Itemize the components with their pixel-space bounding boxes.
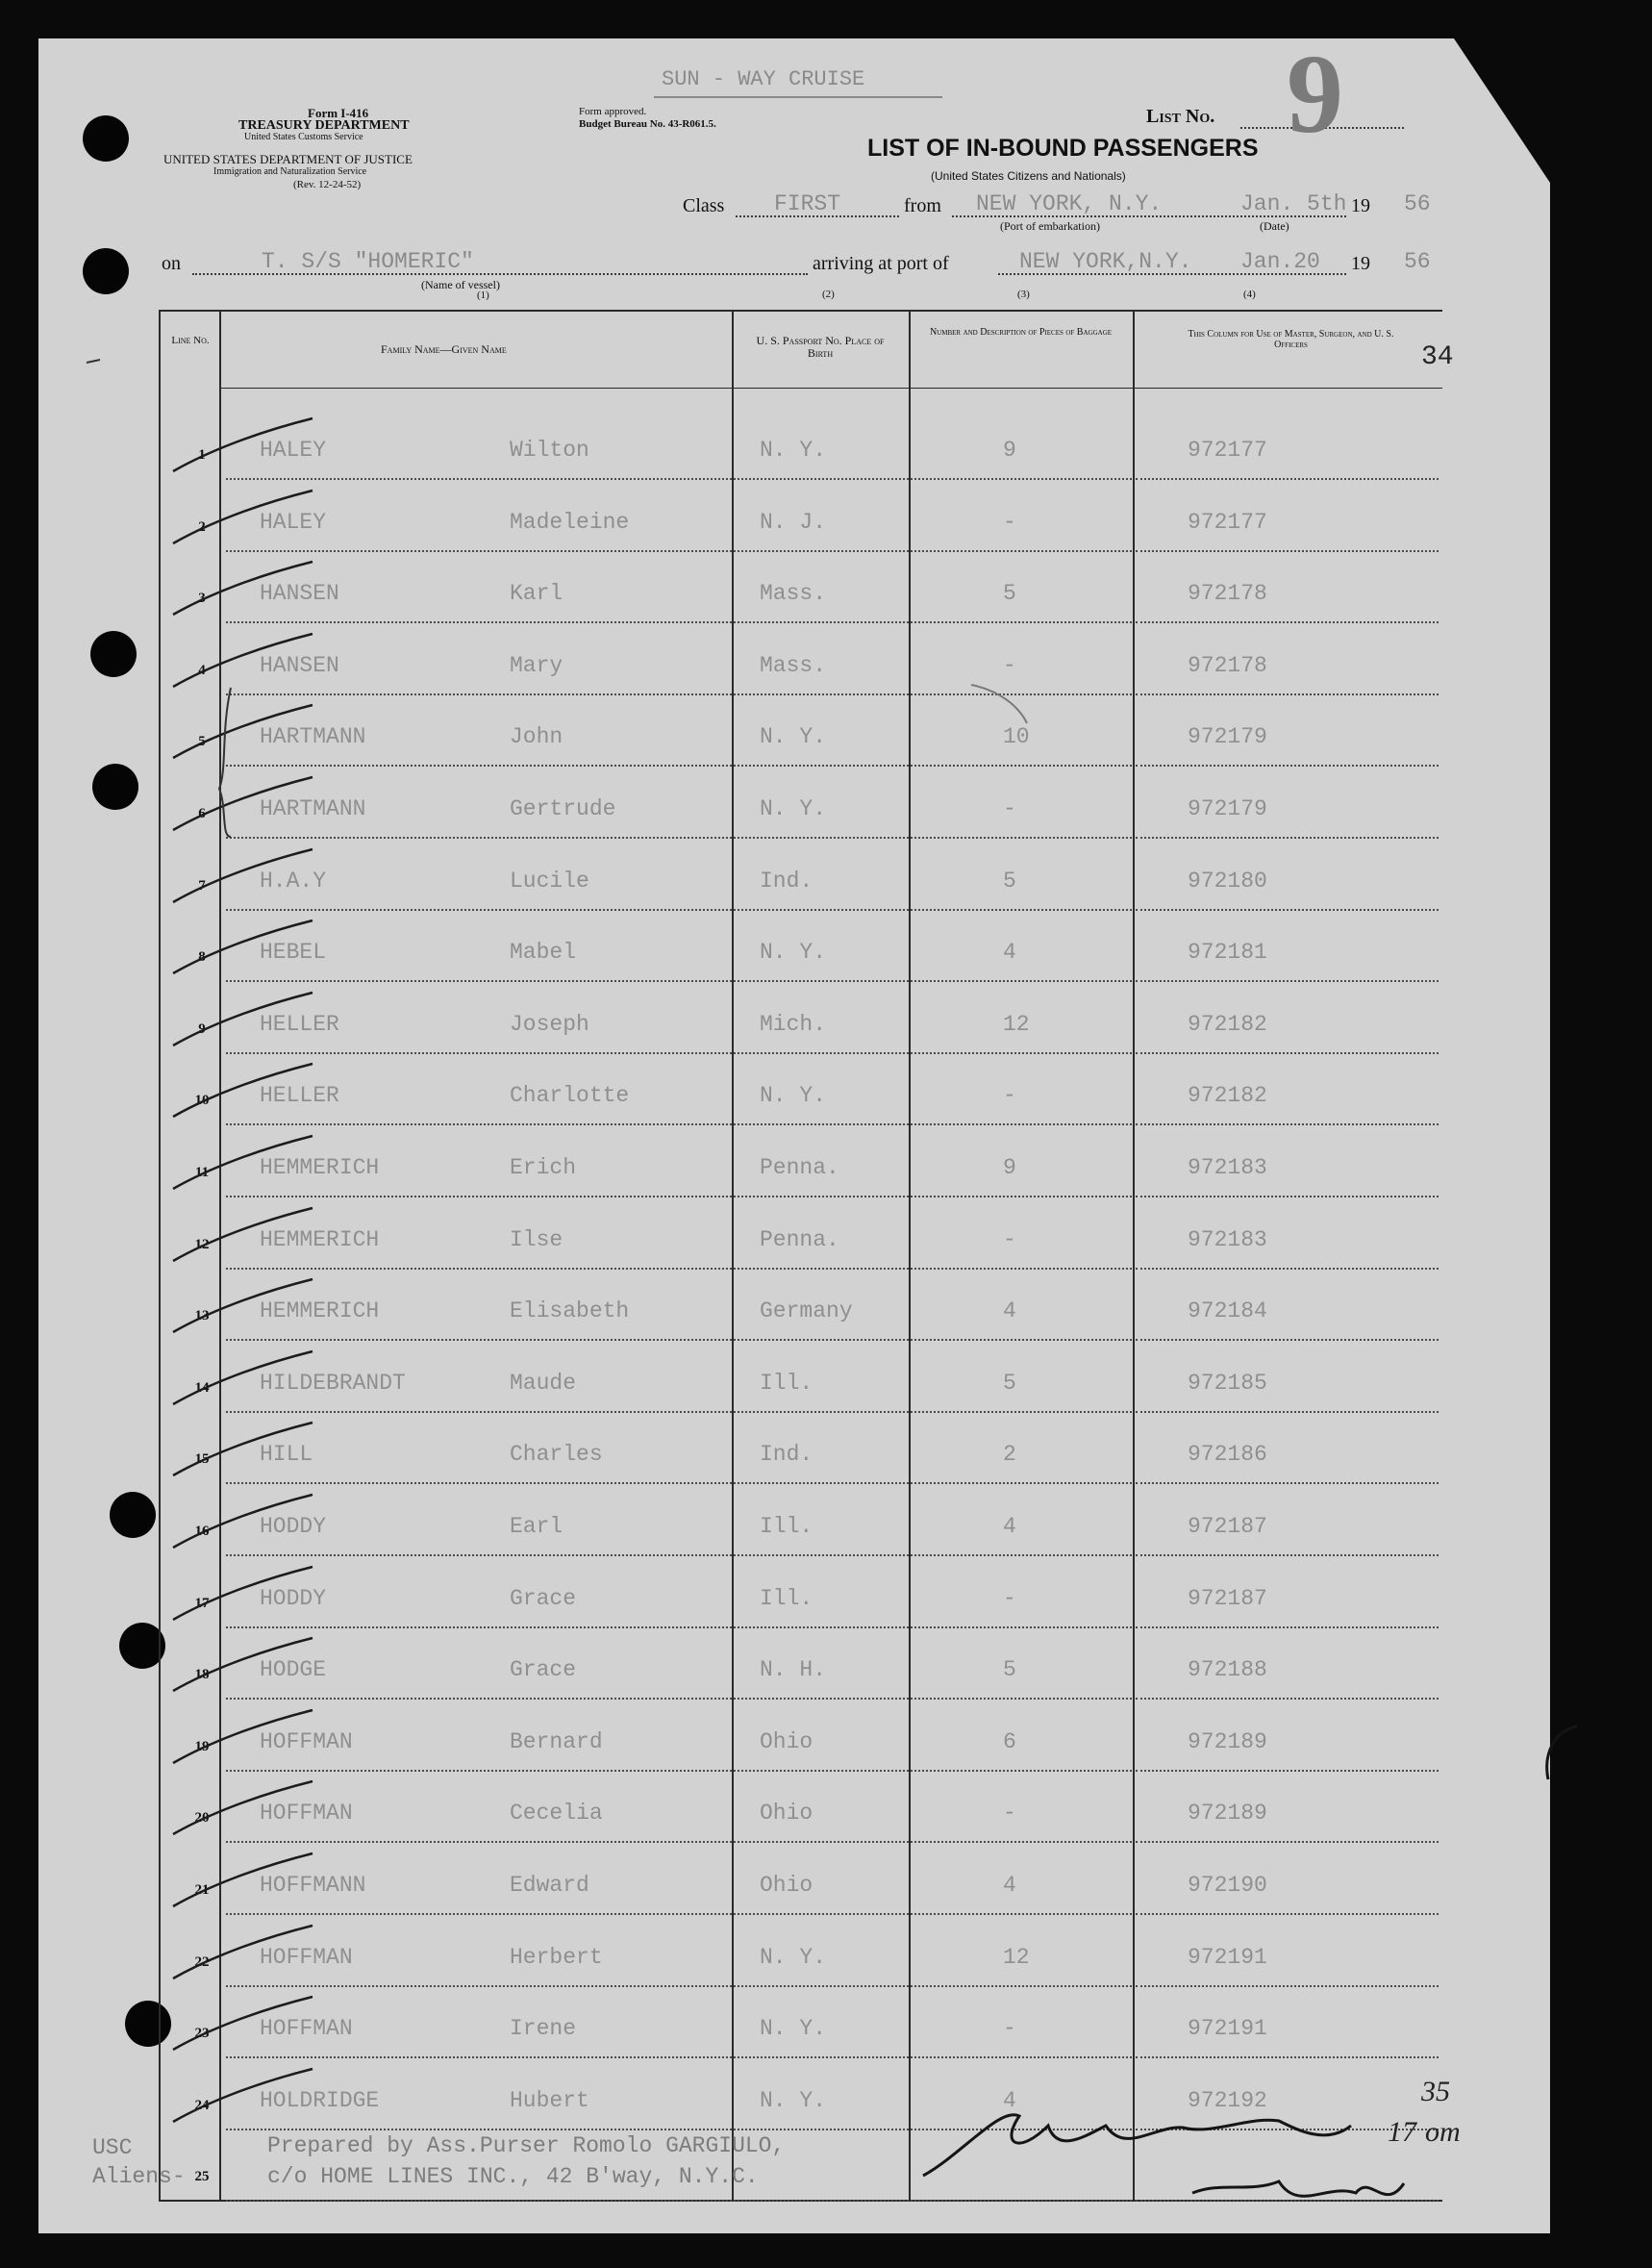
line-number: 25 bbox=[194, 2169, 210, 2185]
budget-bureau: Budget Bureau No. 43-R061.5. bbox=[579, 118, 716, 130]
officer-number: 972187 bbox=[1188, 1585, 1267, 1611]
line-number: 5 bbox=[198, 734, 206, 750]
given-name: Ilse bbox=[510, 1226, 563, 1252]
vessel-name: T. S/S "HOMERIC" bbox=[262, 249, 474, 274]
officer-number: 972191 bbox=[1188, 2016, 1267, 2042]
line-number: 6 bbox=[198, 806, 206, 821]
line-number: 17 bbox=[194, 1595, 210, 1611]
baggage-count: 4 bbox=[1003, 1298, 1016, 1324]
family-name: HEMMERICH bbox=[260, 1226, 380, 1252]
arrival-year-prefix: 19 bbox=[1351, 253, 1370, 274]
table-row bbox=[159, 481, 1442, 552]
port-of-embarkation: NEW YORK, N.Y. bbox=[976, 191, 1163, 216]
place-of-birth: Ill. bbox=[760, 1585, 813, 1611]
place-of-birth: N. Y. bbox=[760, 438, 827, 463]
family-name: HEBEL bbox=[260, 940, 327, 966]
form-approved: Form approved. bbox=[579, 106, 647, 117]
margin-note-35: 35 bbox=[1421, 2076, 1450, 2107]
place-of-birth: N. H. bbox=[760, 1657, 827, 1683]
table-row bbox=[159, 840, 1442, 911]
department-of-justice: UNITED STATES DEPARTMENT OF JUSTICE bbox=[163, 152, 413, 166]
table-row bbox=[159, 1270, 1442, 1341]
given-name: Cecelia bbox=[510, 1801, 603, 1827]
line-number: 13 bbox=[194, 1308, 210, 1324]
officer-number: 972191 bbox=[1188, 1944, 1267, 1970]
year-prefix: 19 bbox=[1351, 195, 1370, 216]
baggage-count: 5 bbox=[1003, 1657, 1016, 1683]
given-name: Maude bbox=[510, 1370, 577, 1396]
baggage-count: 5 bbox=[1003, 1370, 1016, 1396]
page-title: LIST OF IN-BOUND PASSENGERS bbox=[867, 135, 1259, 162]
place-of-birth: N. J. bbox=[760, 509, 827, 535]
line-number: 24 bbox=[194, 2097, 210, 2113]
place-of-birth: Ohio bbox=[760, 1801, 813, 1827]
table-row bbox=[159, 1987, 1442, 2058]
family-name: HELLER bbox=[260, 1011, 339, 1037]
given-name: Mary bbox=[510, 652, 563, 678]
arriving-label: arriving at port of bbox=[813, 253, 949, 274]
check-mark bbox=[168, 772, 341, 840]
col-header-officers: This Column for Use of Master, Surgeon, and U. S. Officers bbox=[1188, 329, 1394, 350]
given-name: Edward bbox=[510, 1873, 589, 1898]
given-name: Irene bbox=[510, 2016, 577, 2042]
family-name: HOFFMAN bbox=[260, 1944, 353, 1970]
caption-col-1: (1) bbox=[477, 290, 489, 301]
place-of-birth: N. Y. bbox=[760, 940, 827, 966]
page-subtitle: (United States Citizens and Nationals) bbox=[931, 169, 1126, 183]
check-mark bbox=[168, 1274, 341, 1342]
baggage-count: 9 bbox=[1003, 1155, 1016, 1180]
class-label: Class bbox=[683, 195, 725, 216]
header-row-divider bbox=[219, 388, 1442, 389]
baggage-count: 4 bbox=[1003, 1514, 1016, 1539]
check-mark bbox=[168, 629, 341, 696]
binder-hole bbox=[92, 764, 138, 810]
check-mark bbox=[168, 1633, 341, 1701]
family-name: HELLER bbox=[260, 1083, 339, 1109]
prepared-by-line1: Prepared by Ass.Purser Romolo GARGIULO, bbox=[267, 2133, 786, 2158]
place-of-birth: Mass. bbox=[760, 581, 827, 607]
place-of-birth: Ind. bbox=[760, 1442, 813, 1468]
officer-number: 972182 bbox=[1188, 1011, 1267, 1037]
family-name: HOLDRIDGE bbox=[260, 2087, 380, 2113]
family-name: HILDEBRANDT bbox=[260, 1370, 406, 1396]
family-name: HOFFMANN bbox=[260, 1873, 366, 1898]
table-row bbox=[159, 983, 1442, 1054]
baggage-count: - bbox=[1003, 1083, 1016, 1109]
check-mark bbox=[168, 988, 341, 1055]
family-name: HODGE bbox=[260, 1657, 327, 1683]
officer-number: 972190 bbox=[1188, 1873, 1267, 1898]
check-mark bbox=[168, 486, 341, 553]
line-number: 16 bbox=[194, 1524, 210, 1539]
place-of-birth: N. Y. bbox=[760, 1944, 827, 1970]
family-name: HALEY bbox=[260, 438, 327, 463]
check-mark bbox=[168, 700, 341, 768]
baggage-count: 2 bbox=[1003, 1442, 1016, 1468]
customs-service: United States Customs Service bbox=[244, 132, 363, 142]
officer-number: 972185 bbox=[1188, 1370, 1267, 1396]
on-label: on bbox=[162, 253, 181, 274]
table-row bbox=[159, 1701, 1442, 1772]
family-name: HARTMANN bbox=[260, 724, 366, 750]
line-number: 10 bbox=[194, 1093, 210, 1109]
baggage-count: - bbox=[1003, 1226, 1016, 1252]
check-mark bbox=[168, 557, 341, 624]
given-name: Erich bbox=[510, 1155, 577, 1180]
table-row bbox=[159, 1772, 1442, 1843]
line-number: 4 bbox=[198, 662, 206, 678]
given-name: Joseph bbox=[510, 1011, 589, 1037]
binder-hole bbox=[90, 631, 137, 677]
line-number: 22 bbox=[194, 1953, 210, 1970]
binder-hole bbox=[83, 248, 129, 294]
family-name: HOFFMAN bbox=[260, 1728, 353, 1754]
table-row bbox=[159, 1126, 1442, 1197]
margin-bracket bbox=[1547, 1726, 1577, 1779]
given-name: Elisabeth bbox=[510, 1298, 630, 1324]
row-dotted-rule bbox=[1136, 2200, 1439, 2202]
place-of-birth: N. Y. bbox=[760, 796, 827, 821]
baggage-count: 4 bbox=[1003, 940, 1016, 966]
margin-stamp-2: Aliens- bbox=[92, 2164, 186, 2189]
prepared-by-line2: c/o HOME LINES INC., 42 B'way, N.Y.C. bbox=[267, 2164, 759, 2189]
place-of-birth: Mich. bbox=[760, 1011, 827, 1037]
line-number: 18 bbox=[194, 1667, 210, 1683]
check-mark bbox=[168, 1777, 341, 1844]
table-row bbox=[159, 695, 1442, 767]
check-mark bbox=[168, 1131, 341, 1198]
given-name: Grace bbox=[510, 1657, 577, 1683]
table-row bbox=[159, 911, 1442, 982]
vessel-caption: (Name of vessel) bbox=[421, 278, 500, 291]
year-suffix: 56 bbox=[1404, 191, 1431, 216]
baggage-count: - bbox=[1003, 2016, 1016, 2042]
check-mark bbox=[168, 1490, 341, 1557]
given-name: Earl bbox=[510, 1514, 563, 1539]
line-number: 12 bbox=[194, 1236, 210, 1252]
given-name: Wilton bbox=[510, 438, 589, 463]
caption-col-2: (2) bbox=[822, 289, 835, 300]
form-revision: (Rev. 12-24-52) bbox=[293, 179, 362, 190]
officer-number: 972179 bbox=[1188, 796, 1267, 821]
table-row bbox=[159, 552, 1442, 623]
place-of-birth: N. Y. bbox=[760, 2016, 827, 2042]
col-header-baggage: Number and Description of Pieces of Baggage bbox=[929, 327, 1113, 338]
officer-number: 972189 bbox=[1188, 1728, 1267, 1754]
list-no-label: List No. bbox=[1146, 106, 1215, 127]
officer-number: 972184 bbox=[1188, 1298, 1267, 1324]
check-mark bbox=[168, 2064, 341, 2131]
baggage-count: 5 bbox=[1003, 581, 1016, 607]
cruise-stamp-underline bbox=[654, 96, 942, 98]
check-mark bbox=[168, 1562, 341, 1629]
place-of-birth: Ill. bbox=[760, 1514, 813, 1539]
officer-number: 972183 bbox=[1188, 1226, 1267, 1252]
family-name: HEMMERICH bbox=[260, 1155, 380, 1180]
line-number: 9 bbox=[198, 1021, 206, 1037]
table-top-border bbox=[159, 310, 1442, 312]
officer-number: 972177 bbox=[1188, 438, 1267, 463]
check-mark bbox=[168, 1418, 341, 1485]
baggage-count: 10 bbox=[1003, 724, 1030, 750]
line-number: 7 bbox=[198, 877, 206, 894]
given-name: Mabel bbox=[510, 940, 577, 966]
given-name: Herbert bbox=[510, 1944, 603, 1970]
family-name: HODDY bbox=[260, 1514, 327, 1539]
family-name: HALEY bbox=[260, 509, 327, 535]
line-number: 19 bbox=[194, 1738, 210, 1754]
place-of-birth: Mass. bbox=[760, 652, 827, 678]
officer-number: 972178 bbox=[1188, 581, 1267, 607]
treasury-department: TREASURY DEPARTMENT bbox=[238, 118, 410, 133]
arrival-date: Jan.20 bbox=[1240, 249, 1320, 274]
officer-number: 972182 bbox=[1188, 1083, 1267, 1109]
baggage-count: - bbox=[1003, 1585, 1016, 1611]
caption-col-4: (4) bbox=[1243, 289, 1256, 300]
table-row bbox=[159, 768, 1442, 839]
table-row bbox=[159, 1413, 1442, 1484]
check-mark bbox=[168, 414, 341, 481]
family-name: H.A.Y bbox=[260, 868, 327, 894]
place-of-birth: Penna. bbox=[760, 1226, 839, 1252]
baggage-count: - bbox=[1003, 652, 1016, 678]
immigration-service: Immigration and Naturalization Service bbox=[213, 166, 367, 177]
baggage-count: 12 bbox=[1003, 1011, 1030, 1037]
baggage-count: - bbox=[1003, 1801, 1016, 1827]
family-name: HOFFMAN bbox=[260, 2016, 353, 2042]
line-number: 23 bbox=[194, 2026, 210, 2042]
place-of-birth: Ohio bbox=[760, 1873, 813, 1898]
officer-number: 972178 bbox=[1188, 652, 1267, 678]
margin-note-om: om bbox=[1425, 2116, 1461, 2148]
officer-number: 972192 bbox=[1188, 2087, 1267, 2113]
line-number: 20 bbox=[194, 1810, 210, 1827]
place-of-birth: Ind. bbox=[760, 868, 813, 894]
line-number: 21 bbox=[194, 1882, 210, 1898]
page-mark: 34 bbox=[1421, 342, 1454, 372]
check-mark bbox=[168, 844, 341, 912]
col-header-name: Family Name—Given Name bbox=[381, 342, 507, 356]
arrival-port: NEW YORK,N.Y. bbox=[1019, 249, 1192, 274]
given-name: Karl bbox=[510, 581, 563, 607]
baggage-count: 9 bbox=[1003, 438, 1016, 463]
table-row bbox=[159, 1844, 1442, 1915]
line-number: 3 bbox=[198, 591, 206, 607]
family-name: HARTMANN bbox=[260, 796, 366, 821]
table-row bbox=[159, 1485, 1442, 1556]
line-number: 8 bbox=[198, 949, 206, 966]
list-number: 9 bbox=[1287, 31, 1343, 157]
family-name: HILL bbox=[260, 1442, 313, 1468]
port-caption: (Port of embarkation) bbox=[1000, 219, 1100, 233]
baggage-count: - bbox=[1003, 796, 1016, 821]
table-row bbox=[159, 1198, 1442, 1270]
check-mark bbox=[168, 1705, 341, 1773]
table-row bbox=[159, 1916, 1442, 1987]
line-number: 1 bbox=[198, 447, 206, 463]
class-value: FIRST bbox=[774, 191, 841, 216]
baggage-count: 4 bbox=[1003, 1873, 1016, 1898]
baggage-count: 5 bbox=[1003, 868, 1016, 894]
given-name: Charlotte bbox=[510, 1083, 630, 1109]
table-row bbox=[159, 1054, 1442, 1125]
given-name: Grace bbox=[510, 1585, 577, 1611]
line-number: 11 bbox=[194, 1165, 210, 1180]
folded-corner bbox=[1454, 38, 1550, 183]
given-name: Lucile bbox=[510, 868, 589, 894]
baggage-count: 12 bbox=[1003, 1944, 1030, 1970]
binder-hole bbox=[83, 115, 129, 162]
place-of-birth: Penna. bbox=[760, 1155, 839, 1180]
given-name: Madeleine bbox=[510, 509, 630, 535]
table-row bbox=[159, 624, 1442, 695]
check-mark bbox=[168, 1849, 341, 1916]
officer-number: 972181 bbox=[1188, 940, 1267, 966]
place-of-birth: N. Y. bbox=[760, 2087, 827, 2113]
col-header-passport: U. S. Passport No. Place of Birth bbox=[756, 334, 885, 360]
given-name: Bernard bbox=[510, 1728, 603, 1754]
officer-number: 972186 bbox=[1188, 1442, 1267, 1468]
baggage-count: - bbox=[1003, 509, 1016, 535]
check-mark bbox=[168, 1992, 341, 2059]
table-row bbox=[159, 1342, 1442, 1413]
check-mark bbox=[168, 1203, 341, 1271]
officer-number: 972189 bbox=[1188, 1801, 1267, 1827]
place-of-birth: N. Y. bbox=[760, 724, 827, 750]
family-name: HANSEN bbox=[260, 581, 339, 607]
row-dotted-rule bbox=[734, 2200, 909, 2202]
family-name: HEMMERICH bbox=[260, 1298, 380, 1324]
from-label: from bbox=[904, 195, 941, 216]
date-caption: (Date) bbox=[1260, 219, 1289, 233]
form-number: Form I-416 bbox=[308, 106, 369, 120]
margin-stamp-1: USC bbox=[92, 2135, 133, 2160]
check-mark bbox=[168, 1347, 341, 1414]
officer-number: 972179 bbox=[1188, 724, 1267, 750]
table-row bbox=[159, 2059, 1442, 2130]
check-mark bbox=[168, 1921, 341, 1988]
officer-number: 972183 bbox=[1188, 1155, 1267, 1180]
officer-number: 972188 bbox=[1188, 1657, 1267, 1683]
officer-number: 972187 bbox=[1188, 1514, 1267, 1539]
officer-number: 972177 bbox=[1188, 509, 1267, 535]
given-name: Charles bbox=[510, 1442, 603, 1468]
row-dotted-rule bbox=[911, 2200, 1132, 2202]
arrival-year-suffix: 56 bbox=[1404, 249, 1431, 274]
binder-hole bbox=[110, 1492, 156, 1538]
line-number: 2 bbox=[198, 518, 206, 535]
officer-number: 972180 bbox=[1188, 868, 1267, 894]
cruise-stamp: SUN - WAY CRUISE bbox=[662, 67, 865, 91]
baggage-count: 4 bbox=[1003, 2087, 1016, 2113]
given-name: Gertrude bbox=[510, 796, 616, 821]
place-of-birth: N. Y. bbox=[760, 1083, 827, 1109]
place-of-birth: Germany bbox=[760, 1298, 853, 1324]
margin-note-17: 17 bbox=[1388, 2116, 1416, 2148]
table-row bbox=[159, 1557, 1442, 1628]
given-name: John bbox=[510, 724, 563, 750]
place-of-birth: Ill. bbox=[760, 1370, 813, 1396]
table-row bbox=[159, 1628, 1442, 1700]
col-header-line: Line No. bbox=[171, 335, 210, 346]
line-number: 14 bbox=[194, 1379, 210, 1396]
caption-col-3: (3) bbox=[1017, 289, 1030, 300]
table-row bbox=[159, 409, 1442, 480]
given-name: Hubert bbox=[510, 2087, 589, 2113]
family-name: HOFFMAN bbox=[260, 1801, 353, 1827]
family-name: HANSEN bbox=[260, 652, 339, 678]
baggage-count: 6 bbox=[1003, 1728, 1016, 1754]
check-mark bbox=[168, 916, 341, 983]
check-mark bbox=[168, 1059, 341, 1126]
line-number: 15 bbox=[194, 1451, 210, 1468]
embarkation-date: Jan. 5th bbox=[1240, 191, 1347, 216]
place-of-birth: Ohio bbox=[760, 1728, 813, 1754]
family-name: HODDY bbox=[260, 1585, 327, 1611]
